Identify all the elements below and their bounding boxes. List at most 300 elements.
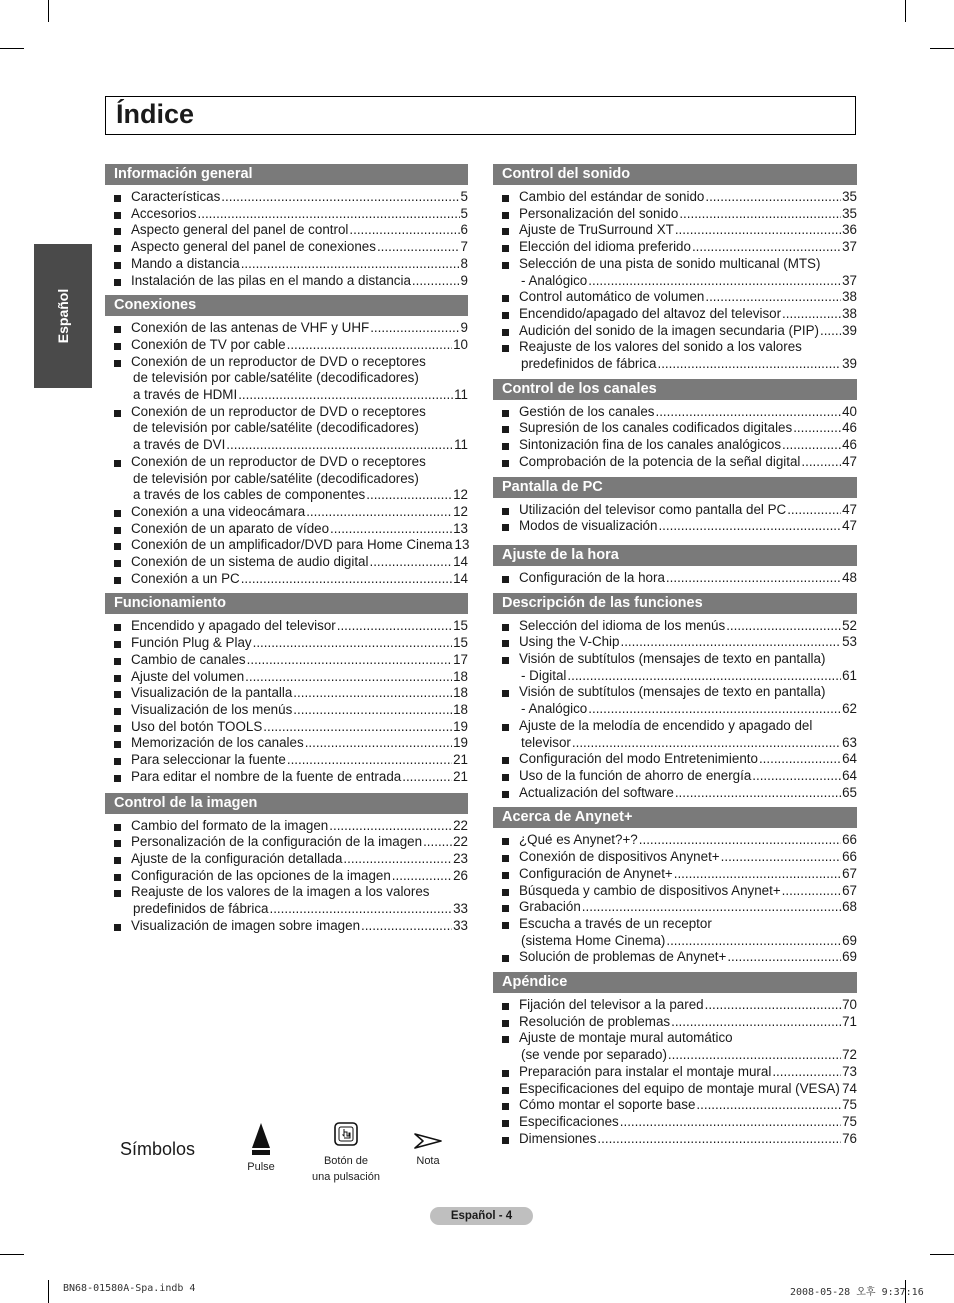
toc-entry-text: de televisión por cable/satélite (decodificadores) [133, 370, 419, 386]
dot-leader [588, 273, 841, 290]
toc-entry-text: Conexión a un PC [131, 570, 240, 586]
dot-leader [727, 949, 841, 966]
toc-entry[interactable] [493, 1097, 857, 1114]
toc-entry-text: Ajuste del volumen [131, 668, 245, 684]
toc-entry[interactable] [493, 718, 857, 751]
bullet-square-icon [502, 460, 509, 467]
bullet-square-icon [114, 857, 121, 864]
page-title: Índice [116, 99, 195, 129]
toc-entry[interactable] [105, 769, 468, 786]
toc-entry[interactable] [105, 834, 468, 851]
toc-entry[interactable] [493, 768, 857, 785]
toc-entry[interactable] [493, 883, 857, 900]
toc-entry-text: Uso del botón TOOLS [131, 718, 263, 734]
toc-entry-text: - Analógico [521, 701, 588, 717]
toc-entry-text: Para editar el nombre de la fuente de entrada [131, 768, 402, 784]
toc-entry-text: Visión de subtítulos (mensajes de texto en pantalla) [519, 651, 826, 667]
toc-section [105, 164, 468, 289]
bullet-square-icon [502, 724, 509, 731]
toc-page-number: 66 [842, 832, 857, 848]
bullet-square-icon [502, 1120, 509, 1127]
toc-entry[interactable] [105, 635, 468, 652]
toc-entry[interactable] [105, 504, 468, 521]
toc-entry-text: (sistema Home Cinema) [521, 932, 666, 948]
toc-page-number: 66 [842, 849, 857, 865]
dot-leader [597, 1131, 841, 1148]
toc-page-number: 33 [453, 901, 468, 917]
toc-entry[interactable] [493, 634, 857, 651]
toc-entry[interactable] [493, 849, 857, 866]
toc-entry[interactable] [493, 206, 857, 223]
toc-entry[interactable] [105, 702, 468, 719]
toc-entry[interactable] [493, 256, 857, 289]
toc-entry-text: - Digital [521, 667, 567, 683]
bullet-square-icon [114, 343, 121, 350]
dot-leader [287, 337, 453, 354]
toc-entry[interactable] [493, 502, 857, 519]
toc-page-number: 68 [842, 899, 857, 915]
toc-entry[interactable] [493, 1014, 857, 1031]
toc-entry-text: Memorización de los canales [131, 735, 304, 751]
toc-page-number: 38 [842, 305, 857, 321]
toc-page-number: 15 [453, 635, 468, 651]
toc-entry[interactable] [105, 884, 468, 917]
toc-entry-text: Fijación del televisor a la pared [519, 997, 704, 1013]
toc-page-number: 74 [842, 1080, 857, 1096]
toc-entry-text: Visualización de los menús [131, 701, 293, 717]
toc-entry-text: a través de DVI [133, 437, 226, 453]
dot-leader [349, 222, 459, 239]
toc-entry-text: Configuración de las opciones de la imagen [131, 867, 391, 883]
toc-entry[interactable] [105, 735, 468, 752]
dot-leader [666, 570, 841, 587]
toc-page-number: 9 [460, 272, 468, 288]
toc-entry[interactable] [105, 652, 468, 669]
toc-entry[interactable] [105, 239, 468, 256]
toc-entry-text: Configuración de la hora [519, 569, 665, 585]
toc-page-number: 22 [453, 834, 468, 850]
toc-entry-text: Dimensiones [519, 1130, 597, 1146]
bullet-square-icon [114, 543, 121, 550]
toc-section [493, 972, 857, 1147]
toc-entry-text: Encendido y apagado del televisor [131, 618, 336, 634]
toc-section [493, 164, 857, 373]
toc-entry-text: Actualización del software [519, 784, 674, 800]
toc-entry[interactable] [493, 437, 857, 454]
symbol-one-touch-button [306, 1122, 386, 1183]
bullet-square-icon [502, 1087, 509, 1094]
dot-leader [671, 1014, 841, 1031]
bullet-square-icon [114, 874, 121, 881]
toc-page-number: 39 [842, 322, 857, 338]
symbol-note [408, 1132, 448, 1167]
page-number-badge: Español - 4 [430, 1207, 533, 1225]
bullet-square-icon [114, 840, 121, 847]
dot-leader [705, 289, 841, 306]
toc-entry-text: Aspecto general del panel de control [131, 222, 349, 238]
dot-leader [567, 668, 841, 685]
dot-leader [245, 669, 452, 686]
toc-entry-text: Preparación para instalar el montaje mural [519, 1063, 772, 1079]
toc-entry-text: Conexión de un sistema de audio digital [131, 554, 369, 570]
dot-leader [696, 1097, 841, 1114]
toc-page-number: 12 [453, 487, 468, 503]
bullet-square-icon [114, 824, 121, 831]
dot-leader [423, 834, 452, 851]
toc-entry-text: Función Plug & Play [131, 635, 252, 651]
toc-section [493, 593, 857, 802]
bullet-square-icon [502, 690, 509, 697]
toc-entry-text: Conexión de un reproductor de DVD o receptores [131, 353, 426, 369]
toc-entry-text: Ajuste de la melodía de encendido y apagado del [519, 717, 813, 733]
toc-entry-text: Especificaciones del equipo de montaje mural (VESA) [519, 1080, 840, 1096]
toc-page-number: 62 [842, 701, 857, 717]
toc-entry[interactable] [493, 751, 857, 768]
toc-entry[interactable] [105, 618, 468, 635]
bullet-square-icon [502, 955, 509, 962]
bullet-square-icon [502, 922, 509, 929]
bullet-square-icon [502, 312, 509, 319]
toc-page-number: 6 [460, 222, 468, 238]
toc-entry[interactable] [493, 323, 857, 340]
bullet-square-icon [114, 725, 121, 732]
toc-entry-text: Características [131, 189, 221, 204]
bullet-square-icon [502, 212, 509, 219]
toc-entry-text: Using the V-Chip [519, 634, 620, 650]
dot-leader [370, 320, 459, 337]
toc-entry[interactable] [493, 339, 857, 372]
bullet-square-icon [502, 889, 509, 896]
toc-entry[interactable] [493, 189, 857, 206]
bullet-square-icon [114, 890, 121, 897]
dot-leader [226, 437, 453, 454]
section-heading: Descripción de las funciones [493, 593, 857, 614]
toc-entry[interactable] [105, 571, 468, 588]
bullet-square-icon [114, 775, 121, 782]
toc-page-number: 72 [842, 1047, 857, 1063]
bullet-square-icon [502, 295, 509, 302]
toc-entry[interactable] [105, 256, 468, 273]
toc-page-number: 21 [453, 768, 468, 784]
dot-leader [801, 454, 841, 471]
dot-leader [293, 702, 452, 719]
bullet-square-icon [114, 245, 121, 252]
toc-entry[interactable] [493, 404, 857, 421]
dot-leader [269, 901, 452, 918]
toc-entry[interactable] [105, 719, 468, 736]
toc-entry-text: Comprobación de la potencia de la señal digital [519, 453, 801, 469]
toc-page-number: 63 [842, 734, 857, 750]
dot-leader [238, 387, 453, 404]
toc-entry[interactable] [493, 289, 857, 306]
bullet-square-icon [502, 624, 509, 631]
toc-entry[interactable] [493, 949, 857, 966]
bullet-square-icon [114, 228, 121, 235]
section-heading: Conexiones [105, 295, 468, 316]
bullet-square-icon [114, 641, 121, 648]
bullet-square-icon [502, 640, 509, 647]
toc-entry-text: Ajuste de montaje mural automático [519, 1030, 733, 1046]
toc-entry-text: Utilización del televisor como pantalla del PC [519, 501, 787, 517]
bullet-square-icon [114, 527, 121, 534]
toc-entry[interactable] [105, 206, 468, 223]
toc-entry-text: Reajuste de los valores de la imagen a los valores [131, 884, 430, 900]
toc-entry-text: Cómo montar el soporte base [519, 1097, 696, 1113]
dot-leader [705, 997, 842, 1014]
toc-page-number: 37 [842, 272, 857, 288]
crop-mark [48, 0, 49, 22]
dot-leader [377, 239, 460, 256]
toc-entry[interactable] [493, 916, 857, 949]
dot-leader [361, 918, 452, 935]
crop-mark [930, 1254, 954, 1255]
toc-entry[interactable] [105, 818, 468, 835]
toc-entry[interactable] [493, 684, 857, 717]
toc-entry-text: Conexión de las antenas de VHF y UHF [131, 320, 370, 336]
toc-section [105, 793, 468, 935]
dot-leader [692, 239, 841, 256]
section-heading: Control de la imagen [105, 793, 468, 814]
toc-entry[interactable] [105, 404, 468, 454]
toc-entry[interactable] [105, 320, 468, 337]
bullet-square-icon [502, 757, 509, 764]
toc-section [493, 379, 857, 471]
dot-leader [198, 206, 460, 223]
toc-entry-text: Conexión de dispositivos Anynet+ [519, 849, 720, 865]
toc-entry-text: Conexión de un amplificador/DVD para Home Cinema [131, 537, 453, 553]
one-touch-button-icon [334, 1122, 358, 1146]
section-heading: Ajuste de la hora [493, 545, 857, 566]
section-heading: Apéndice [493, 972, 857, 993]
toc-entry[interactable] [493, 454, 857, 471]
symbols-label: Símbolos [120, 1139, 196, 1159]
toc-entry-text: Visualización de la pantalla [131, 685, 293, 701]
toc-page-number: 70 [842, 997, 857, 1013]
toc-entry[interactable] [493, 1081, 857, 1098]
toc-entry[interactable] [493, 832, 857, 849]
toc-entry[interactable] [105, 918, 468, 935]
toc-entry[interactable] [493, 866, 857, 883]
toc-page-number: 17 [453, 651, 468, 667]
toc-entry[interactable] [493, 997, 857, 1014]
dot-leader [752, 768, 841, 785]
bullet-square-icon [114, 195, 121, 202]
toc-entry-text: Sintonización fina de los canales analógicos [519, 437, 782, 453]
bullet-square-icon [114, 279, 121, 286]
bullet-square-icon [502, 1036, 509, 1043]
toc-entry-text: Conexión de un reproductor de DVD o receptores [131, 453, 426, 469]
toc-entry[interactable] [493, 651, 857, 684]
bullet-square-icon [502, 905, 509, 912]
dot-leader [287, 752, 452, 769]
toc-page-number: 19 [453, 735, 468, 751]
symbol-press-caption: Pulse [247, 1161, 275, 1173]
toc-entry-text: Cambio del formato de la imagen [131, 817, 329, 833]
toc-entry-text: Modos de visualización [519, 518, 658, 534]
toc-page-number: 35 [842, 205, 857, 221]
bullet-square-icon [114, 624, 121, 631]
toc-page-number: 22 [453, 817, 468, 833]
toc-entry-text: Selección de una pista de sonido multicanal (MTS) [519, 255, 821, 271]
toc-entry[interactable] [493, 306, 857, 323]
page-title-box [105, 96, 856, 135]
toc-section [493, 807, 857, 966]
toc-entry[interactable] [493, 570, 857, 587]
toc-page-number: 75 [842, 1097, 857, 1113]
dot-leader [241, 571, 452, 588]
toc-entry[interactable] [105, 669, 468, 686]
toc-entry[interactable] [105, 752, 468, 769]
toc-page-number: 38 [842, 289, 857, 305]
toc-entry-text: Aspecto general del panel de conexiones [131, 239, 376, 255]
file-info: BN68-01580A-Spa.indb 4 [63, 1283, 196, 1294]
bullet-square-icon [114, 758, 121, 765]
crop-mark [0, 1254, 24, 1255]
toc-entry[interactable] [105, 851, 468, 868]
toc-entry[interactable] [105, 868, 468, 885]
toc-entry-text: Conexión de un reproductor de DVD o receptores [131, 403, 426, 419]
bullet-square-icon [502, 195, 509, 202]
bullet-square-icon [502, 791, 509, 798]
toc-page-number: 47 [842, 501, 857, 517]
toc-entry-text: Instalación de las pilas en el mando a distancia [131, 272, 411, 288]
toc-section [105, 295, 468, 587]
dot-leader [675, 222, 841, 239]
toc-page-number: 61 [842, 667, 857, 683]
toc-entry-text: Uso de la función de ahorro de energía [519, 767, 752, 783]
toc-entry-text: Supresión de los canales codificados digitales [519, 420, 793, 436]
toc-entry-text: Reajuste de los valores del sonido a los valores [519, 339, 802, 355]
toc-page-number: 11 [454, 387, 468, 403]
toc-page-number: 71 [842, 1013, 857, 1029]
toc-entry-text: Búsqueda y cambio de dispositivos Anynet+ [519, 882, 781, 898]
bullet-square-icon [502, 576, 509, 583]
toc-page-number: 10 [453, 336, 468, 352]
toc-entry[interactable] [493, 518, 857, 535]
toc-entry-text: Mando a distancia [131, 255, 240, 271]
dot-leader [655, 404, 841, 421]
bullet-square-icon [114, 212, 121, 219]
toc-entry[interactable] [493, 1114, 857, 1131]
section-heading: Control del sonido [493, 164, 857, 185]
toc-entry[interactable] [493, 1131, 857, 1148]
dot-leader [588, 701, 841, 718]
toc-entry[interactable] [105, 521, 468, 538]
dot-leader [305, 735, 452, 752]
toc-page-number: 18 [453, 701, 468, 717]
toc-entry[interactable] [493, 420, 857, 437]
bullet-square-icon [502, 1137, 509, 1144]
dot-leader [721, 849, 841, 866]
dot-leader [337, 618, 452, 635]
toc-entry-text: Encendido/apagado del altavoz del televisor [519, 305, 782, 321]
toc-entry[interactable] [493, 222, 857, 239]
toc-entry-text: Ajuste de TruSurround XT [519, 222, 674, 238]
toc-entry-text: televisor [521, 734, 571, 750]
dot-leader [657, 356, 841, 373]
bullet-square-icon [114, 560, 121, 567]
toc-entry-text: Configuración del modo Entretenimiento [519, 751, 758, 767]
toc-entry[interactable] [493, 618, 857, 635]
note-arrow-icon [413, 1132, 443, 1150]
toc-right-column [493, 164, 857, 1147]
toc-entry-text: Elección del idioma preferido [519, 239, 691, 255]
toc-page-number: 46 [842, 420, 857, 436]
toc-left-column [105, 164, 468, 934]
toc-entry[interactable] [493, 785, 857, 802]
toc-entry[interactable] [105, 537, 468, 554]
dot-leader [221, 189, 459, 206]
toc-entry[interactable] [105, 685, 468, 702]
toc-entry[interactable] [105, 337, 468, 354]
toc-page-number: 35 [842, 189, 857, 204]
dot-leader [572, 735, 841, 752]
toc-entry[interactable] [105, 554, 468, 571]
bullet-square-icon [114, 691, 121, 698]
dot-leader [782, 306, 841, 323]
toc-entry[interactable] [493, 1030, 857, 1063]
dot-leader [330, 521, 452, 538]
toc-entry-text: Conexión a una videocámara [131, 503, 306, 519]
bullet-square-icon [502, 524, 509, 531]
toc-page-number: 65 [842, 784, 857, 800]
toc-entry-text: Cambio del estándar de sonido [519, 189, 705, 204]
toc-page-number: 19 [453, 718, 468, 734]
language-side-tab [34, 244, 92, 388]
bullet-square-icon [114, 675, 121, 682]
bullet-square-icon [502, 443, 509, 450]
toc-entry[interactable] [105, 222, 468, 239]
toc-entry[interactable] [493, 899, 857, 916]
dot-leader [412, 273, 460, 290]
toc-entry-text: Personalización del sonido [519, 205, 679, 221]
toc-entry-text: de televisión por cable/satélite (decodificadores) [133, 470, 419, 486]
toc-entry-text: Personalización de la configuración de la imagen [131, 834, 423, 850]
toc-entry[interactable] [105, 354, 468, 404]
dot-leader [366, 487, 452, 504]
dot-leader [369, 554, 452, 571]
toc-page-number: 12 [453, 503, 468, 519]
toc-entry-text: Solución de problemas de Anynet+ [519, 949, 727, 965]
dot-leader [793, 420, 841, 437]
dot-leader [658, 518, 841, 535]
toc-entry-text: (se vende por separado) [521, 1047, 667, 1063]
toc-page-number: 5 [460, 205, 468, 221]
bullet-square-icon [502, 329, 509, 336]
dot-leader [759, 751, 841, 768]
toc-entry-text: ¿Qué es Anynet?+? [519, 832, 638, 848]
toc-entry[interactable] [105, 273, 468, 290]
toc-entry-text: Visualización de imagen sobre imagen [131, 917, 361, 933]
section-heading: Información general [105, 164, 468, 185]
toc-page-number: 69 [842, 949, 857, 965]
crop-mark [0, 48, 24, 49]
bullet-square-icon [502, 1020, 509, 1027]
toc-page-number: 40 [842, 403, 857, 419]
toc-entry[interactable] [105, 189, 468, 206]
toc-page-number: 73 [842, 1063, 857, 1079]
symbol-button-caption-1: Botón de [323, 1155, 369, 1167]
toc-entry[interactable] [105, 454, 468, 504]
toc-page-number: 18 [453, 685, 468, 701]
toc-page-number: 36 [842, 222, 857, 238]
toc-entry-text: Configuración de Anynet+ [519, 865, 673, 881]
bullet-square-icon [502, 245, 509, 252]
bullet-square-icon [502, 1070, 509, 1077]
toc-entry[interactable] [493, 1064, 857, 1081]
toc-entry[interactable] [493, 239, 857, 256]
toc-section [493, 545, 857, 587]
